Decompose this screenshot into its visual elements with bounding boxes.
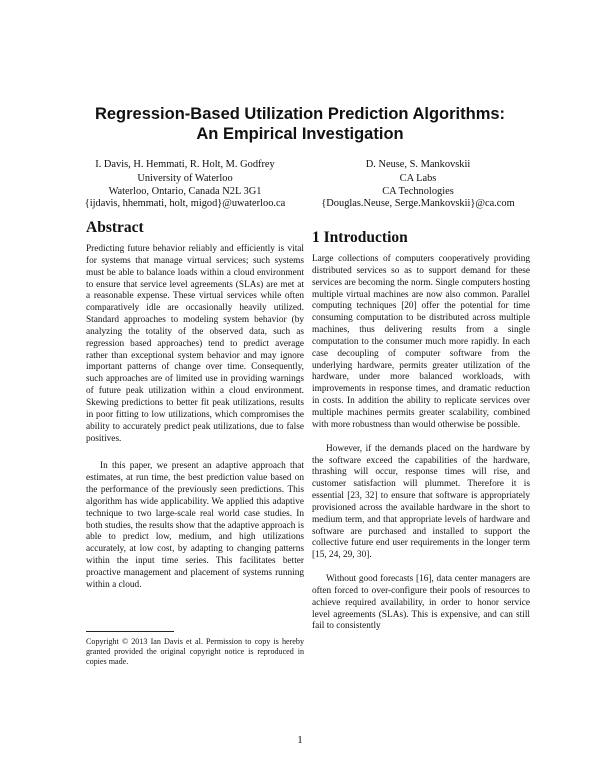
author-email: {Douglas.Neuse, Serge.Mankovskii}@ca.com [321,198,515,210]
copyright-footnote: Copyright © 2013 Ian Davis et al. Permission to copy is hereby granted provided the original copyright notice is reproduced in copies made. [86,637,304,667]
author-names: I. Davis, H. Hemmati, R. Holt, M. Godfrey [95,159,275,170]
author-address: CA Technologies [382,185,454,197]
abstract-heading: Abstract [86,219,144,236]
introduction-paragraph: However, if the demands placed on the hardware by the software exceed the capabilities of the hardware, thrashing will occur, response times will rise, and customer satisfaction will plummet. Therefore it is essential [23, 32] to ensure that software is appropriately provisioned across the available hardware in the short to medium term, and that appropriate levels of hardware and software are purchased and installed to support the collective future end user requirements in the longer term [15, 24, 29, 30]. [312,443,530,561]
author-names: D. Neuse, S. Mankovskii [365,159,471,170]
author-institution: University of Waterloo [137,172,233,184]
left-column [86,218,304,592]
introduction-heading: 1 Introduction [312,229,408,246]
author-address: Waterloo, Ontario, Canada N2L 3G1 [108,185,262,197]
paper-title-line-2: An Empirical Investigation [196,125,404,143]
paper-title [40,104,560,144]
introduction-paragraph: Without good forecasts [16], data center managers are often forced to over-configure their pools of resources to achieve required availability, in order to honor service level agreements (SLAs). This is expensive, and can still fail to consistently [312,574,530,632]
author-institution: CA Labs [399,172,437,184]
author-block-waterloo [60,159,310,211]
introduction-paragraph: Large collections of computers cooperatively providing distributed services so as to support demand for these services are becoming the norm. Single computers hosting multiple virtual machines are now also common. Parallel computing techniques [20] offer the potential for time consuming computation to be distributed across multiple machines, thus delivering results from a single computation to the consumer much more rapidly. In each case decoupling of computer software from the underlying hardware, permits greater utilization of the hardware, under more balanced workloads, with improvements in response times, and dramatic reduction in costs. In addition the ability to replicate services over multiple machines permits greater scalability, combined with more robustness than would otherwise be possible. [312,254,530,430]
footnote-rule [86,631,174,632]
paper-title-line-1: Regression-Based Utilization Prediction Algorithms: [94,105,506,123]
author-block-ca [308,159,528,211]
right-column [312,228,530,633]
author-email: {ijdavis, hhemmati, holt, migod}@uwaterloo.ca [84,198,286,210]
abstract-paragraph: In this paper, we present an adaptive approach that estimates, at run time, the best prediction value based on the performance of the previously seen predictions. This algorithm has wide applicability. We applied this adaptive technique to two large-scale real world case studies. In both studies, the results show that the adaptive approach is able to predict low, medium, and high utilizations accurately, at low cost, by adapting to changing patterns within the input time series. This facilitates better proactive management and placement of systems running within a cloud. [86,461,304,590]
abstract-paragraph: Predicting future behavior reliably and efficiently is vital for systems that manage virtual services; such systems must be able to balance loads within a cloud environment to ensure that service level agreements (SLAs) are met at a reasonable expense. These virtual services while often comparatively idle are occasionally heavily utilized. Standard approaches to modeling system behavior (by analyzing the totality of the observed data, such as regression based approaches) tend to predict average rather than exceptional system behavior and may ignore important patterns of change over time. Consequently, such approaches are of limited use in providing warnings of future peak utilization within a cloud environment. Skewing predictions to better fit peak utilizations, results in poor fitting to low utilizations, which compromises the ability to accurately predict peak utilizations, due to false positives. [86,244,304,444]
page-number: 1 [297,734,303,746]
